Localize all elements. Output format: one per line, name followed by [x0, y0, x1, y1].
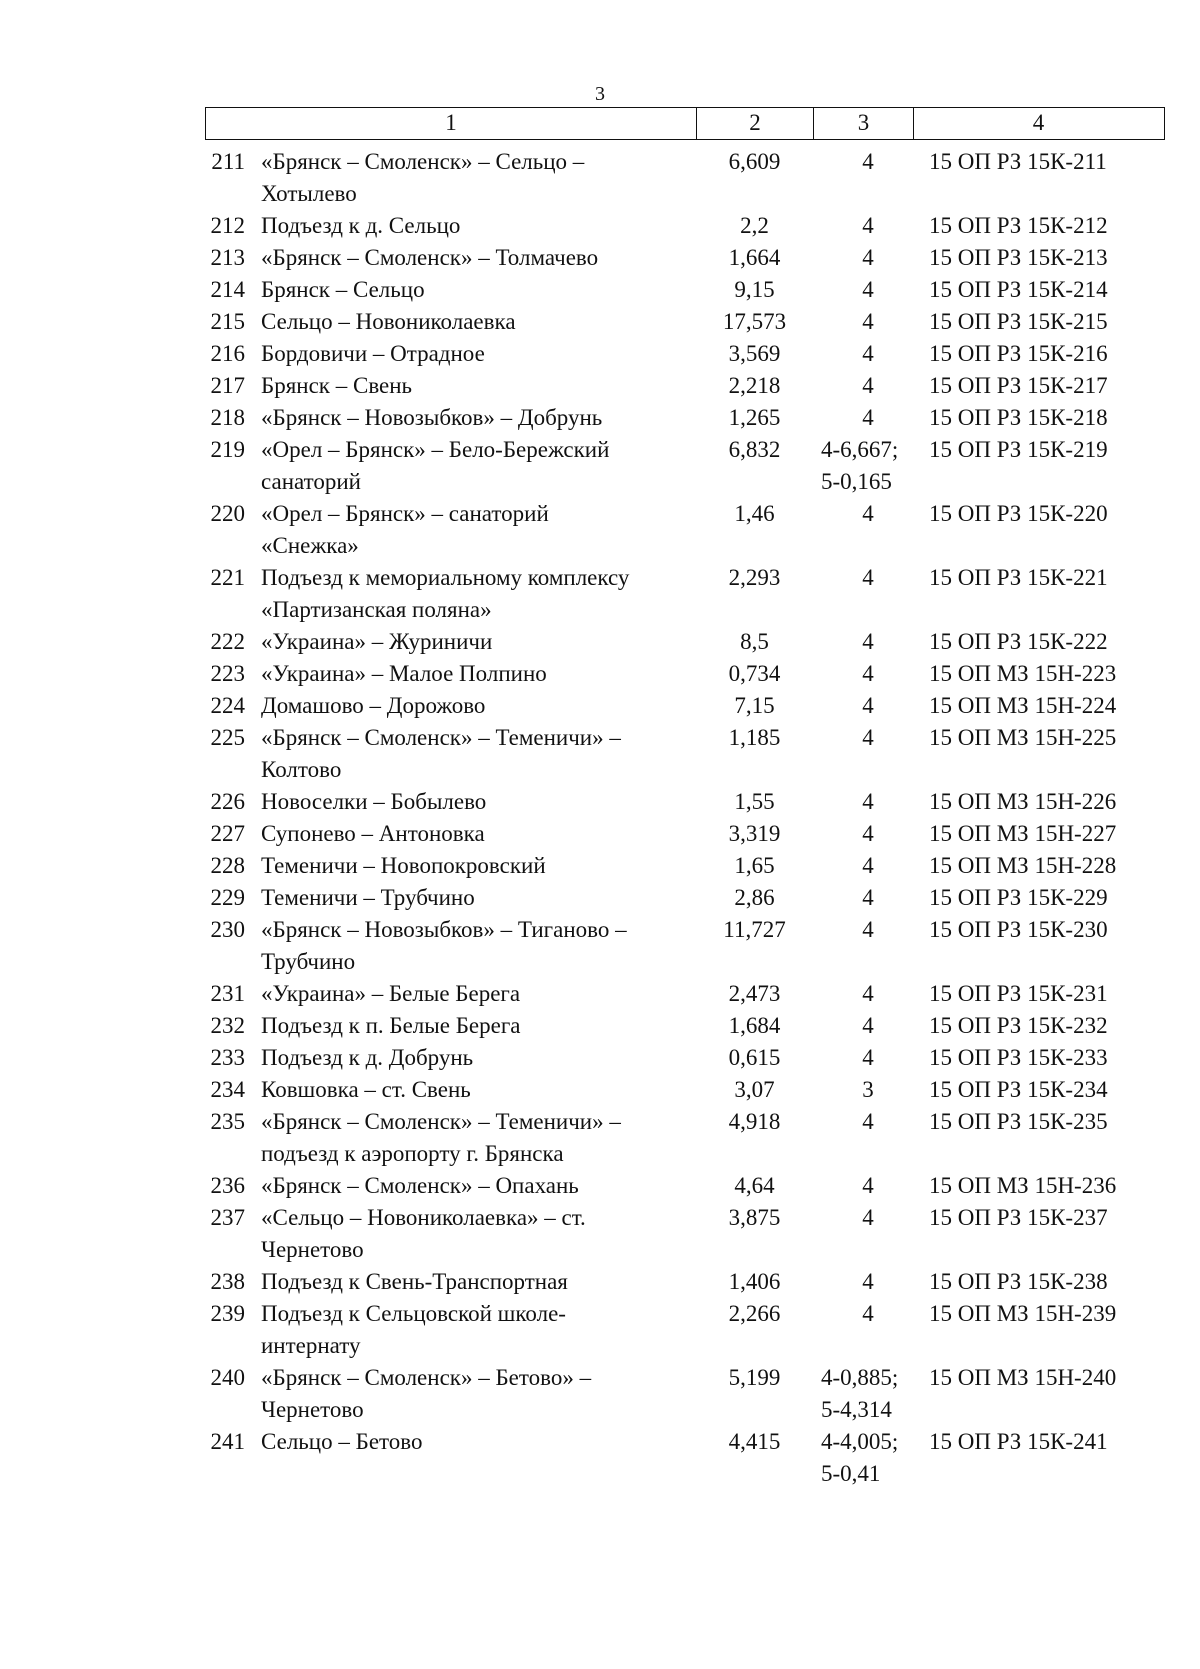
road-category [813, 1042, 923, 1074]
road-code: 15 ОП РЗ 15К-234 [929, 1077, 1108, 1102]
road-category [813, 306, 923, 338]
row-number: 231 [210, 981, 245, 1006]
road-category-line: 4 [862, 1013, 874, 1038]
table-header [205, 107, 1165, 140]
road-category-line: 4 [862, 405, 874, 430]
road-category [813, 1362, 923, 1426]
road-length: 11,727 [723, 917, 786, 942]
table-row [205, 850, 1185, 882]
road-name-line: Супонево – Антоновка [261, 821, 485, 846]
road-name-line: «Брянск – Смоленск» – Опахань [261, 1173, 579, 1198]
road-category [813, 402, 923, 434]
road-name-line: Хотылево [261, 181, 357, 206]
road-code: 15 ОП РЗ 15К-219 [929, 437, 1108, 462]
road-name-line: Брянск – Свень [261, 373, 413, 398]
road-length: 0,615 [728, 1045, 781, 1070]
row-number: 221 [210, 565, 245, 590]
road-code: 15 ОП РЗ 15К-214 [929, 277, 1108, 302]
road-name-line: Домашово – Дорожово [261, 693, 486, 718]
road-category-line: 5-0,165 [821, 469, 892, 494]
row-number: 226 [210, 789, 245, 814]
road-name-line: интернату [261, 1333, 361, 1358]
road-code: 15 ОП МЗ 15Н-228 [929, 853, 1117, 878]
road-category-line: 4 [862, 1109, 874, 1134]
table-row [205, 1042, 1185, 1074]
table-row [205, 1170, 1185, 1202]
road-category-line: 4 [862, 309, 874, 334]
road-category-line: 4-0,885; [821, 1365, 899, 1390]
row-number: 219 [210, 437, 245, 462]
road-name-line: «Украина» – Белые Берега [261, 981, 521, 1006]
road-name-line: «Брянск – Смоленск» – Толмачево [261, 245, 599, 270]
table-row [205, 978, 1185, 1010]
road-name-line: «Брянск – Смоленск» – Теменичи» – [261, 1109, 621, 1134]
road-length: 2,473 [728, 981, 781, 1006]
road-name-line: Бордовичи – Отрадное [261, 341, 485, 366]
road-category-line: 4 [862, 917, 874, 942]
road-category-line: 5-4,314 [821, 1397, 892, 1422]
road-name [259, 274, 696, 306]
road-category-line: 4 [862, 661, 874, 686]
road-category [813, 434, 923, 498]
row-number: 220 [210, 501, 245, 526]
road-name [259, 978, 696, 1010]
road-name [259, 786, 696, 818]
road-category [813, 626, 923, 658]
road-category [813, 786, 923, 818]
header-col-2: 2 [697, 108, 814, 139]
road-code: 15 ОП РЗ 15К-235 [929, 1109, 1108, 1134]
road-code: 15 ОП РЗ 15К-231 [929, 981, 1108, 1006]
road-code: 15 ОП РЗ 15К-229 [929, 885, 1108, 910]
road-category-line: 4 [862, 213, 874, 238]
road-category-line: 4 [862, 277, 874, 302]
road-category-line: 4 [862, 245, 874, 270]
road-name [259, 690, 696, 722]
road-name-line: Чернетово [261, 1397, 364, 1422]
road-category-line: 4 [862, 1173, 874, 1198]
road-name-line: Сельцо – Новониколаевка [261, 309, 516, 334]
road-category [813, 978, 923, 1010]
road-name [259, 818, 696, 850]
road-category-line: 4 [862, 501, 874, 526]
road-category-line: 4 [862, 373, 874, 398]
road-name [259, 242, 696, 274]
road-length: 3,07 [734, 1077, 775, 1102]
row-number: 241 [210, 1429, 245, 1454]
road-category-line: 4 [862, 693, 874, 718]
road-length: 1,664 [728, 245, 781, 270]
road-length: 1,65 [734, 853, 775, 878]
page-number: 3 [595, 83, 605, 105]
road-code: 15 ОП МЗ 15Н-225 [929, 725, 1117, 750]
row-number: 235 [210, 1109, 245, 1134]
row-number: 227 [210, 821, 245, 846]
table-row [205, 370, 1185, 402]
road-category [813, 1426, 923, 1490]
road-category [813, 146, 923, 210]
road-category-line: 4 [862, 725, 874, 750]
road-code: 15 ОП РЗ 15К-220 [929, 501, 1108, 526]
table-row [205, 402, 1185, 434]
road-code: 15 ОП РЗ 15К-221 [929, 565, 1108, 590]
road-length: 2,293 [728, 565, 781, 590]
road-name-line: Теменичи – Трубчино [261, 885, 475, 910]
table-row [205, 338, 1185, 370]
row-number: 236 [210, 1173, 245, 1198]
table-row [205, 562, 1185, 626]
road-category [813, 1202, 923, 1266]
row-number: 234 [210, 1077, 245, 1102]
road-category [813, 562, 923, 626]
road-length: 6,609 [728, 149, 781, 174]
road-name-line: Трубчино [261, 949, 356, 974]
table-row [205, 722, 1185, 786]
road-code: 15 ОП РЗ 15К-237 [929, 1205, 1108, 1230]
road-code: 15 ОП МЗ 15Н-240 [929, 1365, 1117, 1390]
road-code: 15 ОП РЗ 15К-216 [929, 341, 1108, 366]
table-row [205, 914, 1185, 978]
road-category [813, 1010, 923, 1042]
road-length: 7,15 [734, 693, 775, 718]
table-row [205, 1362, 1185, 1426]
road-category-line: 4 [862, 853, 874, 878]
road-length: 3,319 [728, 821, 781, 846]
header-col-3: 3 [814, 108, 914, 139]
road-name [259, 1106, 696, 1170]
road-length: 9,15 [734, 277, 775, 302]
road-name-line: Подъезд к п. Белые Берега [261, 1013, 521, 1038]
road-length: 17,573 [722, 309, 787, 334]
road-length: 1,185 [728, 725, 781, 750]
road-name-line: «Орел – Брянск» – санаторий [261, 501, 549, 526]
table-row [205, 274, 1185, 306]
road-name [259, 914, 696, 978]
row-number: 213 [210, 245, 245, 270]
road-name-line: Колтово [261, 757, 342, 782]
table-row [205, 882, 1185, 914]
road-code: 15 ОП РЗ 15К-222 [929, 629, 1108, 654]
road-name-line: «Партизанская поляна» [261, 597, 492, 622]
table-row [205, 434, 1185, 498]
row-number: 233 [210, 1045, 245, 1070]
row-number: 215 [210, 309, 245, 334]
road-name [259, 1298, 696, 1362]
road-length: 1,46 [734, 501, 775, 526]
road-length: 1,684 [728, 1013, 781, 1038]
road-name [259, 306, 696, 338]
road-name-line: Сельцо – Бетово [261, 1429, 423, 1454]
road-name-line: «Брянск – Новозыбков» – Тиганово – [261, 917, 627, 942]
road-code: 15 ОП РЗ 15К-230 [929, 917, 1108, 942]
road-category-line: 4 [862, 341, 874, 366]
table-row [205, 498, 1185, 562]
road-name-line: «Сельцо – Новониколаевка» – ст. [261, 1205, 586, 1230]
road-name-line: санаторий [261, 469, 361, 494]
road-name-line: подъезд к аэропорту г. Брянска [261, 1141, 564, 1166]
road-category [813, 1074, 923, 1106]
road-name-line: Подъезд к Свень-Транспортная [261, 1269, 568, 1294]
table-row [205, 818, 1185, 850]
road-category [813, 722, 923, 786]
row-number: 240 [210, 1365, 245, 1390]
road-code: 15 ОП МЗ 15Н-239 [929, 1301, 1117, 1326]
row-number: 217 [210, 373, 245, 398]
row-number: 222 [210, 629, 245, 654]
road-name-line: Подъезд к мемориальному комплексу [261, 565, 630, 590]
road-length: 6,832 [728, 437, 781, 462]
road-name [259, 626, 696, 658]
road-name-line: «Украина» – Малое Полпино [261, 661, 547, 686]
road-category [813, 914, 923, 978]
road-name [259, 1010, 696, 1042]
road-code: 15 ОП РЗ 15К-211 [929, 149, 1107, 174]
road-code: 15 ОП МЗ 15Н-224 [929, 693, 1117, 718]
road-category [813, 498, 923, 562]
road-length: 2,266 [728, 1301, 781, 1326]
road-category-line: 4 [862, 821, 874, 846]
header-col-1: 1 [206, 108, 697, 139]
road-length: 2,2 [740, 213, 769, 238]
road-name-line: Ковшовка – ст. Свень [261, 1077, 471, 1102]
road-code: 15 ОП МЗ 15Н-226 [929, 789, 1117, 814]
road-name-line: «Украина» – Журиничи [261, 629, 493, 654]
road-code: 15 ОП РЗ 15К-217 [929, 373, 1108, 398]
road-category-line: 5-0,41 [821, 1461, 881, 1486]
row-number: 218 [210, 405, 245, 430]
road-name-line: Теменичи – Новопокровский [261, 853, 546, 878]
row-number: 223 [210, 661, 245, 686]
road-category [813, 1298, 923, 1362]
road-name [259, 1362, 696, 1426]
road-length: 4,918 [728, 1109, 781, 1134]
table-row [205, 690, 1185, 722]
road-name [259, 1426, 696, 1490]
road-category-line: 4 [862, 1301, 874, 1326]
road-name [259, 402, 696, 434]
road-category [813, 1266, 923, 1298]
road-name-line: Брянск – Сельцо [261, 277, 425, 302]
table-row [205, 1266, 1185, 1298]
table-row [205, 1010, 1185, 1042]
table-row [205, 1106, 1185, 1170]
road-length: 4,415 [728, 1429, 781, 1454]
row-number: 237 [210, 1205, 245, 1230]
road-category-line: 4 [862, 629, 874, 654]
road-category-line: 4 [862, 1045, 874, 1070]
road-length: 8,5 [740, 629, 769, 654]
road-category-line: 4 [862, 1205, 874, 1230]
road-name [259, 210, 696, 242]
road-name [259, 370, 696, 402]
road-category [813, 1106, 923, 1170]
road-category [813, 210, 923, 242]
road-length: 1,265 [728, 405, 781, 430]
road-length: 0,734 [728, 661, 781, 686]
road-name [259, 1170, 696, 1202]
road-code: 15 ОП РЗ 15К-213 [929, 245, 1108, 270]
road-name [259, 1266, 696, 1298]
road-code: 15 ОП МЗ 15Н-236 [929, 1173, 1117, 1198]
road-code: 15 ОП РЗ 15К-233 [929, 1045, 1108, 1070]
road-code: 15 ОП МЗ 15Н-223 [929, 661, 1117, 686]
table-row [205, 658, 1185, 690]
road-name-line: Подъезд к Сельцовской школе- [261, 1301, 566, 1326]
table-row [205, 1202, 1185, 1266]
road-category [813, 690, 923, 722]
road-name-line: «Брянск – Смоленск» – Сельцо – [261, 149, 585, 174]
road-category-line: 4 [862, 565, 874, 590]
row-number: 212 [210, 213, 245, 238]
road-name-line: Новоселки – Бобылево [261, 789, 487, 814]
row-number: 214 [210, 277, 245, 302]
road-length: 5,199 [728, 1365, 781, 1390]
road-category-line: 4-6,667; [821, 437, 899, 462]
row-number: 238 [210, 1269, 245, 1294]
road-name-line: «Снежка» [261, 533, 359, 558]
road-code: 15 ОП РЗ 15К-215 [929, 309, 1108, 334]
road-length: 3,569 [728, 341, 781, 366]
row-number: 225 [210, 725, 245, 750]
road-category [813, 882, 923, 914]
road-category-line: 4 [862, 885, 874, 910]
table-row [205, 626, 1185, 658]
road-category [813, 370, 923, 402]
road-category [813, 1170, 923, 1202]
road-category [813, 242, 923, 274]
road-name [259, 1074, 696, 1106]
road-category [813, 850, 923, 882]
row-number: 239 [210, 1301, 245, 1326]
table-row [205, 210, 1185, 242]
road-category [813, 274, 923, 306]
road-name [259, 146, 696, 210]
road-category-line: 3 [862, 1077, 874, 1102]
table-row [205, 306, 1185, 338]
header-col-4: 4 [1032, 110, 1045, 135]
table-row [205, 786, 1185, 818]
table-row [205, 1074, 1185, 1106]
road-code: 15 ОП РЗ 15К-212 [929, 213, 1108, 238]
road-category-line: 4-4,005; [821, 1429, 899, 1454]
table-row [205, 1426, 1185, 1490]
road-category-line: 4 [862, 981, 874, 1006]
road-category-line: 4 [862, 1269, 874, 1294]
road-code: 15 ОП РЗ 15К-218 [929, 405, 1108, 430]
road-name [259, 498, 696, 562]
table-body [205, 146, 1185, 1490]
row-number: 216 [210, 341, 245, 366]
row-number: 228 [210, 853, 245, 878]
road-category [813, 658, 923, 690]
road-length: 1,55 [734, 789, 775, 814]
road-category-line: 4 [862, 789, 874, 814]
road-code: 15 ОП РЗ 15К-238 [929, 1269, 1108, 1294]
row-number: 224 [210, 693, 245, 718]
road-name [259, 1042, 696, 1074]
road-name [259, 722, 696, 786]
road-category-line: 4 [862, 149, 874, 174]
road-length: 4,64 [734, 1173, 775, 1198]
table-row [205, 146, 1185, 210]
road-length: 2,86 [734, 885, 775, 910]
table-row [205, 242, 1185, 274]
table-row [205, 1298, 1185, 1362]
road-name [259, 882, 696, 914]
road-length: 1,406 [728, 1269, 781, 1294]
road-name-line: «Брянск – Смоленск» – Теменичи» – [261, 725, 621, 750]
road-category [813, 338, 923, 370]
row-number: 229 [210, 885, 245, 910]
row-number: 230 [210, 917, 245, 942]
road-name-line: Подъезд к д. Сельцо [261, 213, 461, 238]
road-name [259, 1202, 696, 1266]
row-number: 211 [211, 149, 245, 174]
road-category [813, 818, 923, 850]
row-number: 232 [210, 1013, 245, 1038]
road-length: 3,875 [728, 1205, 781, 1230]
road-code: 15 ОП РЗ 15К-241 [929, 1429, 1108, 1454]
road-name-line: Чернетово [261, 1237, 364, 1262]
road-name-line: Подъезд к д. Добрунь [261, 1045, 474, 1070]
road-name [259, 338, 696, 370]
road-name [259, 850, 696, 882]
road-name-line: «Брянск – Новозыбков» – Добрунь [261, 405, 603, 430]
road-code: 15 ОП РЗ 15К-232 [929, 1013, 1108, 1038]
road-name [259, 562, 696, 626]
road-code: 15 ОП МЗ 15Н-227 [929, 821, 1117, 846]
road-name-line: «Брянск – Смоленск» – Бетово» – [261, 1365, 592, 1390]
road-length: 2,218 [728, 373, 781, 398]
road-name-line: «Орел – Брянск» – Бело-Бережский [261, 437, 610, 462]
road-name [259, 658, 696, 690]
road-name [259, 434, 696, 498]
